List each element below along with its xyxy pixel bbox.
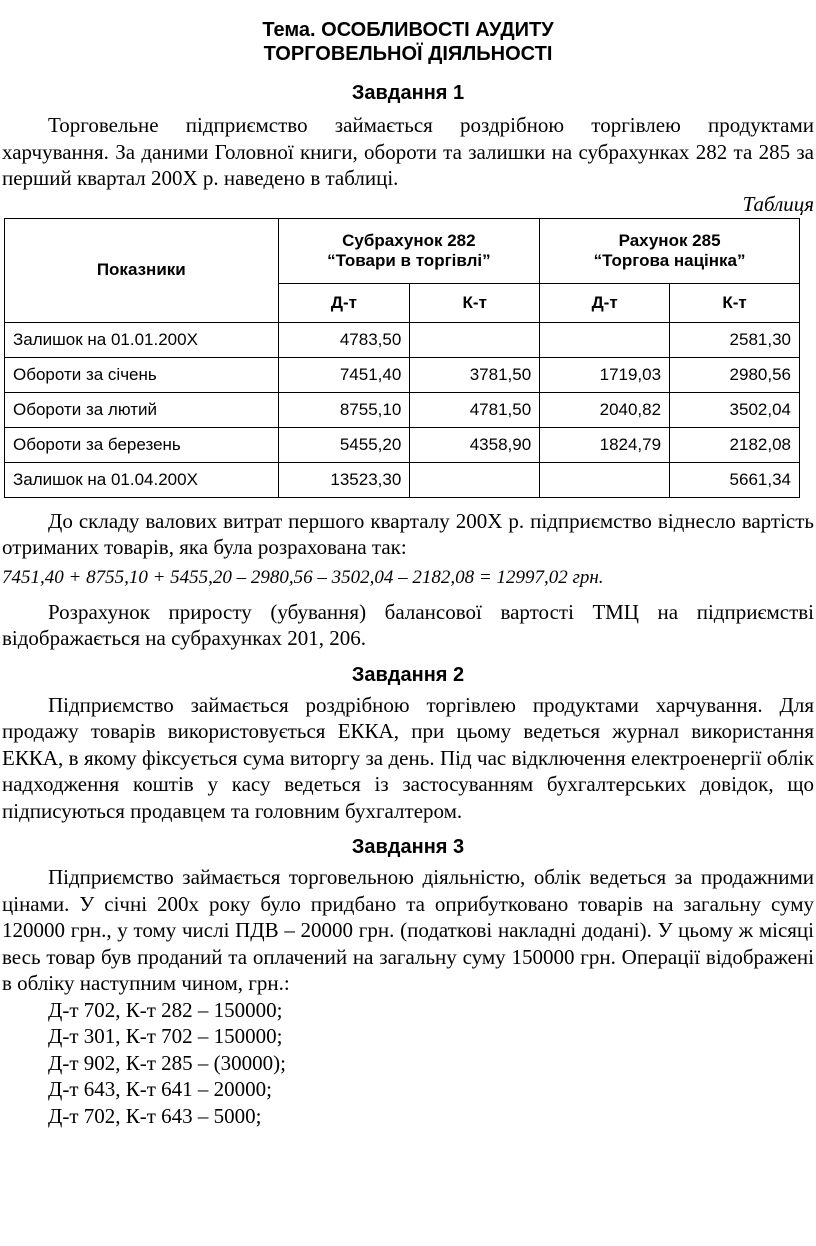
cell-value: 2182,08 (670, 427, 800, 462)
cell-value: 2980,56 (670, 357, 800, 392)
cell-value: 4358,90 (410, 427, 540, 462)
cell-value: 1824,79 (540, 427, 670, 462)
entry-line: Д-т 301, К-т 702 – 150000; (48, 1024, 283, 1048)
document-title (2, 0, 814, 66)
entry-line: Д-т 902, К-т 285 – (30000); (48, 1050, 286, 1075)
cell-value: 1719,03 (540, 357, 670, 392)
task1-paragraph-1: Торговельне підприємство займається роздрібною торгівлею продуктами харчування. За даними Головної книги, обороти та залишки на субрахунках 282 та 285 за перший квартал 200Х р. наведено в таблиці. (2, 113, 814, 190)
entry-line: Д-т 702, К-т 643 – 5000; (48, 1103, 262, 1128)
cell-value: 13523,30 (278, 462, 410, 497)
task3-paragraph: Підприємство займається торговельною діяльністю, облік ведеться за продажними цінами. У січні 200х року було придбано та оприбутковано товарів на загальну суму 120000 грн., у тому числі ПДВ – 20000 грн. (податкові накладні додані). У цьому ж місяці весь товар був проданий та оплачений на загальну суму 150000 грн. Операції відображені в обліку наступним чином, грн.: (2, 865, 814, 995)
table-row (5, 322, 800, 357)
header-282-title: Субрахунок 282 (342, 230, 476, 250)
accounts-table (4, 218, 800, 498)
task2-paragraph: Підприємство займається роздрібною торгівлею продуктами харчування. Для продажу товарів використовується ЕККА, при цьому ведеться журнал використання ЕККА, в якому фіксується сума виторгу за день. Під час відключення електроенергії облік надходження коштів у касу ведеться із застосуванням бухгалтерських довідок, що підписуються продавцем та головним бухгалтером. (2, 692, 814, 823)
header-credit: К-т (410, 283, 540, 322)
cell-value: 3781,50 (410, 357, 540, 392)
task1-paragraph-2: До складу валових витрат першого кварталу 200Х р. підприємство віднесло вартість отриманих товарів, яка була розрахована так: (2, 508, 814, 559)
row-label: Обороти за березень (5, 427, 279, 462)
task2-heading: Завдання 2 (351, 663, 465, 686)
row-label: Обороти за лютий (5, 392, 279, 427)
table-row (5, 427, 800, 462)
table-row (5, 462, 800, 497)
cell-value: 7451,40 (278, 357, 410, 392)
cell-value: 3502,04 (670, 392, 800, 427)
entry-line: Д-т 702, К-т 282 – 150000; (48, 997, 283, 1022)
title-lead: Тема (262, 19, 311, 41)
header-285-subtitle: “Торгова націнка” (593, 250, 746, 270)
header-indicators: Показники (5, 218, 279, 322)
cell-value: 8755,10 (278, 392, 410, 427)
cell-value (410, 322, 540, 357)
title-line2: ТОРГОВЕЛЬНОЇ ДІЯЛЬНОСТІ (263, 43, 553, 65)
header-285-title: Рахунок 285 (618, 230, 721, 250)
table-row (5, 392, 800, 427)
task3-heading: Завдання 3 (351, 836, 465, 858)
header-debit: Д-т (278, 283, 410, 322)
table-row (5, 357, 800, 392)
cell-value: 2581,30 (670, 322, 800, 357)
header-credit: К-т (670, 283, 800, 322)
cell-value: 2040,82 (540, 392, 670, 427)
header-debit: Д-т (540, 283, 670, 322)
calculation-formula: 7451,40 + 8755,10 + 5455,20 – 2980,56 – 3502,04 – 2182,08 = 12997,02 грн. (2, 566, 604, 588)
table-caption: Таблиця (742, 191, 814, 216)
cell-value: 5661,34 (670, 462, 800, 497)
task1-paragraph-3: Розрахунок приросту (убування) балансової вартості ТМЦ на підприємстві відображається на субрахунках 201, 206. (2, 599, 814, 650)
header-subaccount-282 (278, 218, 540, 283)
title-rest: . ОСОБЛИВОСТІ АУДИТУ (310, 19, 554, 41)
row-label: Залишок на 01.04.200Х (5, 462, 279, 497)
header-account-285 (540, 218, 800, 283)
cell-value (540, 322, 670, 357)
task1-heading: Завдання 1 (351, 82, 465, 104)
cell-value: 4783,50 (278, 322, 410, 357)
cell-value (540, 462, 670, 497)
row-label: Обороти за січень (5, 357, 279, 392)
entry-line: Д-т 643, К-т 641 – 20000; (48, 1077, 273, 1101)
row-label: Залишок на 01.01.200Х (5, 322, 279, 357)
header-282-subtitle: “Товари в торгівлі” (327, 250, 491, 270)
cell-value: 5455,20 (278, 427, 410, 462)
cell-value (410, 462, 540, 497)
cell-value: 4781,50 (410, 392, 540, 427)
